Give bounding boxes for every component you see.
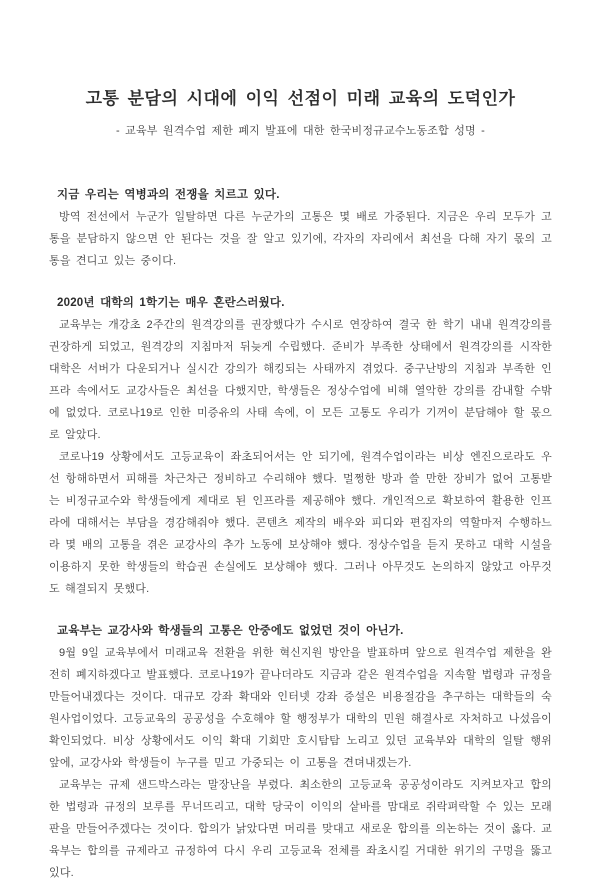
document-subtitle: - 교육부 원격수업 제한 폐지 발표에 대한 한국비정규교수노동조합 성명 -	[116, 125, 485, 137]
section-ministry-ignores-pain	[49, 620, 552, 884]
section-first-semester-2020	[49, 292, 552, 600]
paragraph: 교육부는 규제 샌드박스라는 말장난을 부렸다. 최소한의 고등교육 공공성이라도 지켜보자고 합의한 법령과 규정의 보루를 무너뜨리고, 대학 당국이 이익의 샅바를 맘대로 쥐락펴락할 수 있는 모래판을 만들어주겠다는 것이다. 합의가 낡았다면 머리를 맞대고 새로운 합의를 의논하는 것이 옳다. 교육부는 합의를 규제라고 규정하여 다시 우리 고등교육 전체를 좌초시킬 거대한 위기의 구멍을 뚫고 있다.	[49, 779, 552, 879]
paragraph: 9월 9일 교육부에서 미래교육 전환을 위한 혁신지원 방안을 발표하며 앞으로 원격수업 제한을 완전히 폐지하겠다고 발표했다. 코로나19가 끝나더라도 지금과 같은 원격수업을 지속할 법령과 규정을 만들어내겠다는 것이다. 대규모 강좌 확대와 인터넷 강좌 증설은 비용절감을 추구하는 대학들의 숙원사업이었다. 고등교육의 공공성을 수호해야 할 행정부가 대학의 민원 해결사로 자처하고 나섰음이 확인되었다. 비상 상황에서도 이익 확대 기회만 호시탐탐 노리고 있던 교육부와 대학의 일탈 행위 앞에, 교강사와 학생들이 누구를 믿고 가중되는 이 고통을 견뎌내겠는가.	[49, 647, 552, 769]
paragraph: 방역 전선에서 누군가 일탈하면 다른 누군가의 고통은 몇 배로 가중된다. 지금은 우리 모두가 고통을 분담하지 않으면 안 된다는 것을 잘 알고 있기에, 각자의 자리에서 최선을 다해 자기 몫의 고통을 견디고 있는 중이다.	[49, 211, 552, 267]
paragraph: 코로나19 상황에서도 고등교육이 좌초되어서는 안 되기에, 원격수업이라는 비상 엔진으로라도 우선 항해하면서 피해를 차근차근 정비하고 수리해야 했다. 멀쩡한 방과 쓸 만한 장비가 없어 고통받는 비정규교수와 학생들에게 제대로 된 인프라를 제공해야 했다. 개인적으로 확보하여 활용한 인프라에 대해서는 부담을 경감해줘야 했다. 콘텐츠 제작의 배우와 피디와 편집자의 역할마저 수행하느라 몇 배의 고통을 겪은 교강사의 추가 노동에 보상해야 했다. 정상수업을 듣지 못하고 대학 시설을 이용하지 못한 학생들의 학습권 손실에도 보상해야 했다. 그러나 아무것도 논의하지 않았고 아무것도 해결되지 못했다.	[49, 451, 552, 595]
document-title: 고통 분담의 시대에 이익 선점이 미래 교육의 도덕인가	[85, 89, 516, 108]
paragraph: 교육부는 개강초 2주간의 원격강의를 권장했다가 수시로 연장하여 결국 한 학기 내내 원격강의를 권장하게 되었고, 원격강의 지침마저 뒤늦게 수립했다. 준비가 부족한 상태에서 원격강의를 시작한 대학은 서버가 다운되거나 실시간 강의가 해킹되는 사태까지 겪었다. 중구난방의 지침과 부족한 인프라 속에서도 교강사들은 최선을 다했지만, 학생들은 정상수업에 비해 열악한 강의를 감내할 수밖에 없었다. 코로나19로 인한 미증유의 사태 속에, 이 모든 고통도 우리가 기꺼이 분담해야 할 몫으로 알았다.	[49, 319, 552, 441]
section-heading: 교육부는 교강사와 학생들의 고통은 안중에도 없었던 것이 아닌가.	[57, 625, 404, 637]
section-heading: 지금 우리는 역병과의 전쟁을 치르고 있다.	[57, 189, 280, 201]
section-heading: 2020년 대학의 1학기는 매우 혼란스러웠다.	[57, 297, 285, 309]
section-epidemic-war	[49, 184, 552, 272]
